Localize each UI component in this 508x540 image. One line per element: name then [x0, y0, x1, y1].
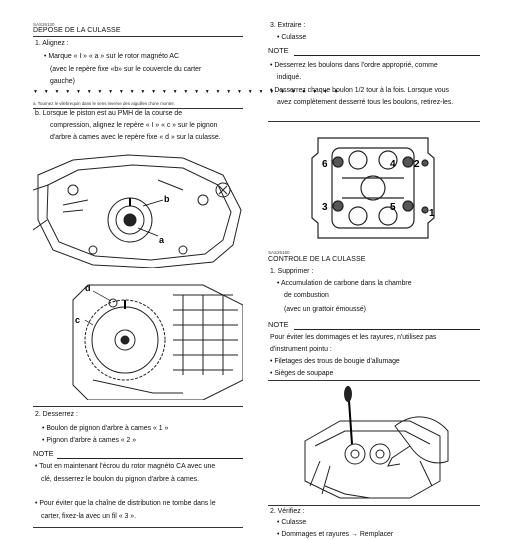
- cylinder-head-bolt-order-figure: [308, 128, 438, 243]
- note-label: NOTE: [33, 449, 54, 458]
- figure-label-c: c: [75, 315, 81, 325]
- figure-label-a: a: [159, 235, 165, 245]
- section-code: SAS26160: [268, 250, 290, 255]
- figure-label-b: b: [164, 194, 170, 204]
- divider-rule: [268, 505, 480, 506]
- note-rule: [294, 329, 480, 330]
- bolt-number: 2: [414, 159, 420, 170]
- warning-triangles: ▼ ▼ ▼ ▼ ▼ ▼ ▼ ▼ ▼ ▼ ▼ ▼ ▼ ▼ ▼ ▼ ▼ ▼ ▼ ▼ ▼ ▼ ▼ ▼ ▼ ▼ ▼ ▼ ▼: [33, 89, 341, 95]
- bolt-number: 3: [322, 202, 328, 213]
- bolt-number: 6: [322, 159, 328, 170]
- note-text: clé, desserrez le boulon du pignon d'arbre à cames.: [41, 476, 199, 483]
- bolt-number: 5: [390, 202, 396, 213]
- section-code: SAS26130: [33, 22, 55, 27]
- magneto-rotor-figure: [33, 150, 243, 268]
- bullet-text: gauche): [50, 78, 75, 85]
- note-text: Pour éviter les dommages et les rayures, n'utilisez pas: [270, 334, 437, 341]
- bullet-text: de combustion: [284, 292, 329, 299]
- bullet-text: • Culasse: [277, 519, 307, 526]
- step-label: 3. Extraire :: [270, 22, 306, 29]
- bullet-text: • Culasse: [277, 34, 307, 41]
- divider-rule: [268, 380, 480, 381]
- note-text: • Sièges de soupape: [270, 370, 334, 377]
- bullet-text: • Pignon d'arbre à cames « 2 »: [42, 437, 137, 444]
- note-text: d'instrument pointu :: [270, 346, 332, 353]
- step-label: 1. Alignez :: [35, 40, 69, 47]
- step-text: d'arbre à cames avec le repère fixe « d » sur la culasse.: [50, 134, 221, 141]
- scraper-handle-shape: [344, 386, 352, 402]
- bottom-rule: [33, 527, 243, 528]
- bullet-text: • Boulon de pignon d'arbre à cames « 1 »: [42, 425, 169, 432]
- sub-text: (avec un grattoir émoussé): [284, 306, 366, 313]
- note-text: carter, fixez-la avec un fil « 3 ».: [41, 513, 136, 520]
- carbon-scraping-figure: [300, 386, 450, 501]
- bullet-text: (avec le repère fixe «b» sur le couvercle du carter: [50, 66, 202, 73]
- bullet-text: • Accumulation de carbone dans la chambre: [277, 280, 412, 287]
- divider-rule: [268, 121, 480, 122]
- camshaft-sprocket-figure: [33, 275, 243, 400]
- step-label: 1. Supprimer :: [270, 268, 314, 275]
- warning-text: a. Tournez le vilebrequin dans le sens inverse des aiguilles d'une montre.: [33, 101, 176, 106]
- bolt-number: 4: [390, 159, 396, 170]
- note-text: • Pour éviter que la chaîne de distribution ne tombe dans le: [35, 500, 216, 507]
- note-text: indiqué.: [277, 74, 302, 81]
- note-rule: [57, 458, 243, 459]
- bullet-text: • Marque « I » « a » sur le rotor magnéto AC: [44, 53, 179, 60]
- section-heading: CONTROLE DE LA CULASSE: [268, 256, 366, 263]
- step-text: compression, alignez le repère « I » « c » sur le pignon: [50, 122, 218, 129]
- section-heading: DEPOSE DE LA CULASSE: [33, 27, 121, 34]
- warning-rule: [33, 108, 243, 109]
- bullet-text-cut: • Dommages et rayures → Remplacer: [277, 531, 394, 538]
- note-text: • Tout en maintenant l'écrou du rotor magnéto CA avec une: [35, 463, 216, 470]
- divider-rule: [33, 406, 243, 407]
- note-text: avez complètement desserré tous les boulons, retirez-les.: [277, 99, 454, 106]
- step-label: b. Lorsque le piston est au PMH de la course de: [35, 110, 183, 117]
- figure-label-d: d: [85, 283, 91, 293]
- step-label: 2. Vérifiez :: [270, 508, 305, 515]
- note-label: NOTE: [268, 320, 289, 329]
- note-rule: [294, 55, 480, 56]
- step-label: 2. Desserrez :: [35, 411, 78, 418]
- note-text: • Desserrez chaque boulon 1/2 tour à la fois. Lorsque vous: [270, 87, 449, 94]
- note-text: • Desserrez les boulons dans l'ordre approprié, comme: [270, 62, 438, 69]
- heading-rule: [33, 36, 243, 37]
- note-label: NOTE: [268, 46, 289, 55]
- note-text: • Filetages des trous de bougie d'allumage: [270, 358, 400, 365]
- bolt-number: 1: [429, 208, 435, 219]
